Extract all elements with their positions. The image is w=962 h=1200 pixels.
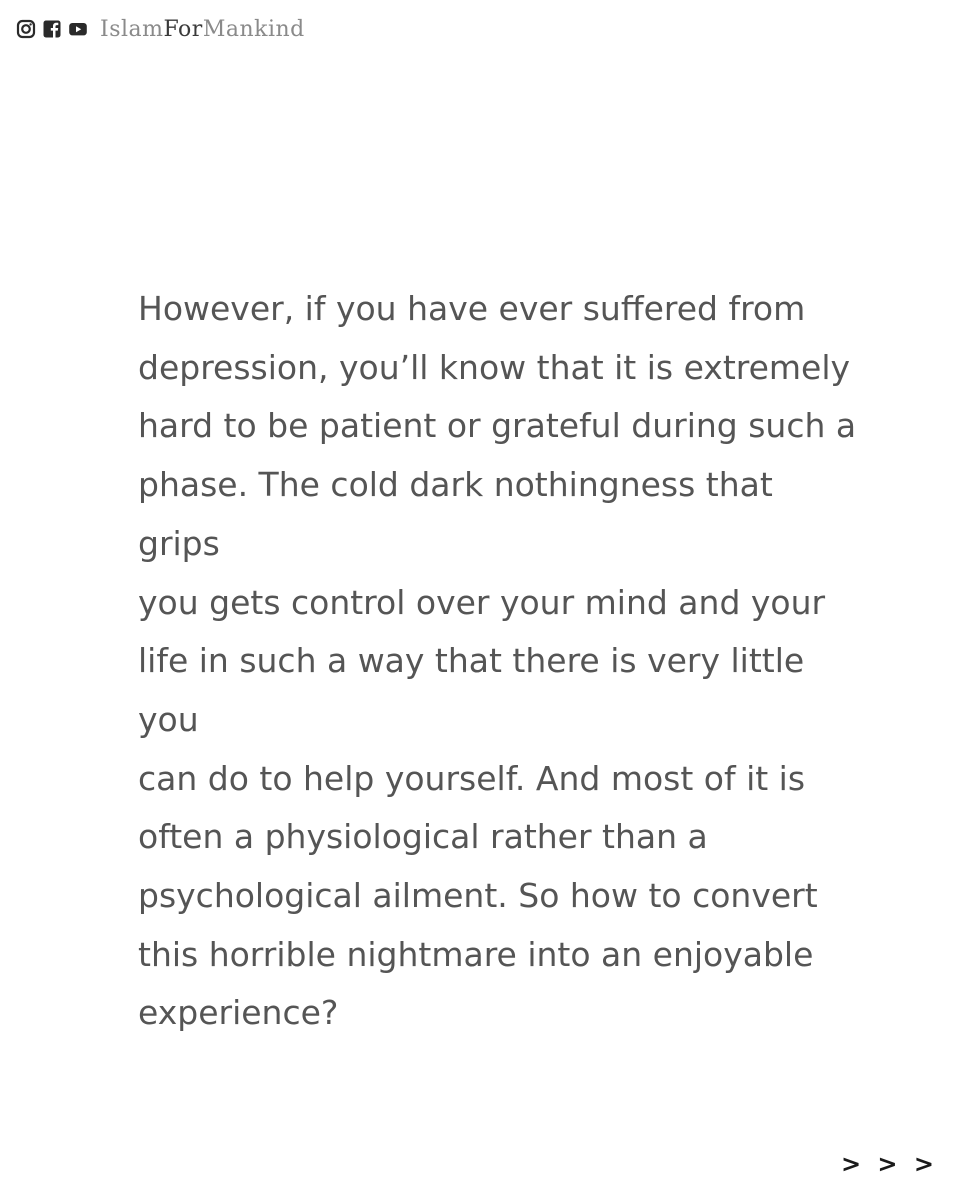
body-paragraph: However, if you have ever suffered from depression, you’ll know that it is extremely hard to be patient or grateful during such a phase. The cold dark nothingness that grips you gets control over your mind and your life in such a way that there is very little you can do to help yourself. And most of it is often a physiological rather than a psychological ailment. So how to convert this horrible nightmare into an enjoyable experience? [138,289,857,1033]
brand-name-part1: Islam [100,16,164,42]
youtube-icon[interactable] [68,19,88,39]
brand-name-part2: For [163,16,203,42]
brand-name-part3: Mankind [202,16,305,42]
facebook-icon[interactable] [42,19,62,39]
instagram-icon[interactable] [16,19,36,39]
brand-header [16,14,305,44]
brand-name [100,17,305,42]
next-page-indicator[interactable]: > > > [840,1150,938,1178]
